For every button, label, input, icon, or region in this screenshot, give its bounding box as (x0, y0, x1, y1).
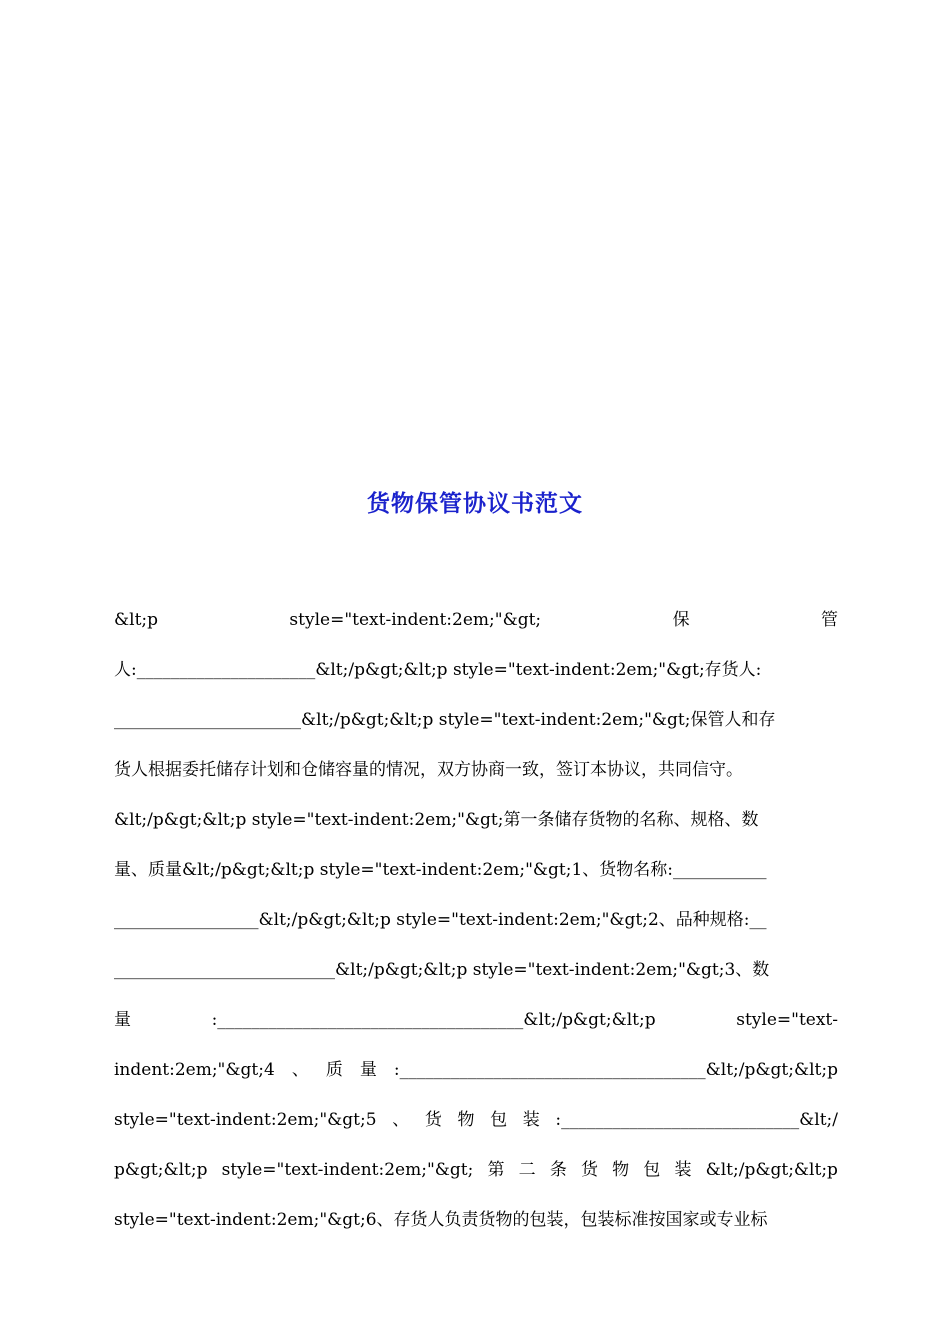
body-line-segment: 、 (291, 1060, 309, 1080)
body-line (114, 1102, 838, 1152)
body-line-segment: 质 (325, 1060, 343, 1080)
body-line-segment: 包 (490, 1110, 508, 1130)
body-line-segment: :____________________________________&lt;/p&gt;&lt;p (393, 1060, 838, 1080)
body-line-segment: style="text- (736, 1010, 838, 1030)
body-line (114, 852, 838, 902)
body-line-segment: 货 (580, 1160, 598, 1180)
body-line-segment: 二 (518, 1160, 536, 1180)
body-line-segment: :____________________________________&lt;/p&gt;&lt;p (211, 1010, 656, 1030)
body-line-segment: style="text-indent:2em;"&gt; (221, 1160, 474, 1180)
body-line (114, 752, 838, 802)
body-line (114, 652, 838, 702)
body-line (114, 1052, 838, 1102)
body-line (114, 1002, 838, 1052)
document-body (114, 602, 838, 1252)
body-line-segment: 包 (643, 1160, 661, 1180)
body-line-segment: style="text-indent:2em;"&gt;5 (114, 1110, 377, 1130)
body-line (114, 952, 838, 1002)
body-line-segment: &lt;/p&gt;&lt;p (705, 1160, 838, 1180)
body-line-segment: 保 (672, 610, 690, 630)
body-line-segment: 物 (457, 1110, 475, 1130)
body-line-segment: _________________&lt;/p&gt;&lt;p style="text-indent:2em;"&gt;2、品种规格:__ (114, 910, 767, 930)
body-line (114, 1152, 838, 1202)
body-line-segment: style="text-indent:2em;"&gt;6、存货人负责货物的包装，包装标准按国家或专业标 (114, 1210, 768, 1230)
body-line-segment: p&gt;&lt;p (114, 1160, 208, 1180)
body-line (114, 702, 838, 752)
body-line-segment: &lt;p (114, 610, 159, 630)
body-line-segment: 货 (424, 1110, 442, 1130)
body-line-segment: &lt;/p&gt;&lt;p style="text-indent:2em;"&gt;第一条储存货物的名称、规格、数 (114, 810, 759, 830)
body-line-segment: __________________________&lt;/p&gt;&lt;p style="text-indent:2em;"&gt;3、数 (114, 960, 770, 980)
body-line-segment: :____________________________&lt;/ (555, 1110, 838, 1130)
body-line-segment: indent:2em;"&gt;4 (114, 1060, 275, 1080)
body-line (114, 902, 838, 952)
body-line-segment: 人:_____________________&lt;/p&gt;&lt;p style="text-indent:2em;"&gt;存货人: (114, 660, 762, 680)
body-line-segment: 装 (522, 1110, 540, 1130)
body-line-segment: 货人根据委托储存计划和仓储容量的情况，双方协商一致，签订本协议，共同信守。 (114, 760, 743, 780)
document-title: 货物保管协议书范文 (367, 490, 583, 517)
body-line (114, 802, 838, 852)
body-line-segment: 量 (359, 1060, 377, 1080)
body-line (114, 1202, 838, 1252)
body-line-segment: ______________________&lt;/p&gt;&lt;p style="text-indent:2em;"&gt;保管人和存 (114, 710, 776, 730)
body-line-segment: 条 (549, 1160, 567, 1180)
body-line-segment: 第 (487, 1160, 505, 1180)
body-line-segment: 、 (392, 1110, 410, 1130)
body-line-segment: 量 (114, 1010, 131, 1030)
body-line-segment: 量、质量&lt;/p&gt;&lt;p style="text-indent:2em;"&gt;1、货物名称:___________ (114, 860, 767, 880)
body-line (114, 602, 838, 652)
body-line-segment: style="text-indent:2em;"&gt; (289, 610, 542, 630)
body-line-segment: 装 (674, 1160, 692, 1180)
body-line-segment: 物 (612, 1160, 630, 1180)
body-line-segment: 管 (820, 610, 838, 630)
